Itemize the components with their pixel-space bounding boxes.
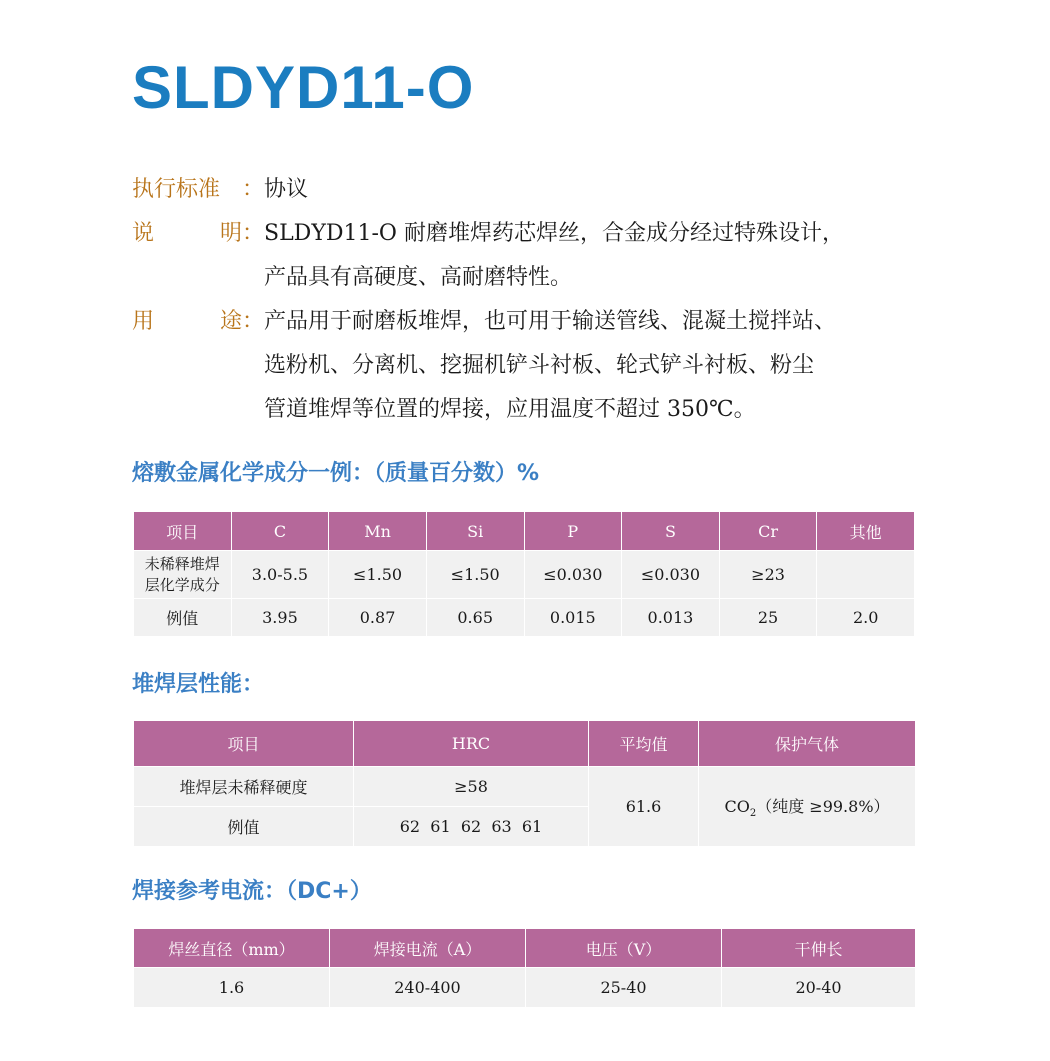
table-cell: 0.65 bbox=[426, 599, 524, 637]
desc-label-b: 明 bbox=[219, 221, 242, 246]
composition-table bbox=[133, 511, 915, 637]
col-header: P bbox=[524, 512, 622, 551]
colon: ： bbox=[241, 177, 264, 202]
table-cell: ≤1.50 bbox=[426, 551, 524, 599]
product-info bbox=[132, 168, 932, 432]
desc-label-a: 说 bbox=[132, 221, 155, 246]
col-header: 焊接电流（A） bbox=[330, 929, 526, 968]
row-label: 未稀释堆焊 层化学成分 bbox=[134, 551, 232, 599]
row-label: 例值 bbox=[134, 807, 354, 847]
table-cell: 20-40 bbox=[722, 968, 916, 1008]
standard-value: 协议 bbox=[264, 177, 309, 202]
use-line-1: 产品用于耐磨板堆焊，也可用于输送管线、混凝土搅拌站、 bbox=[264, 309, 837, 334]
col-header: 电压（V） bbox=[526, 929, 722, 968]
table-cell: 3.95 bbox=[231, 599, 329, 637]
col-header: 干伸长 bbox=[722, 929, 916, 968]
performance-table bbox=[133, 720, 916, 847]
desc-line-2: 产品具有高硬度、高耐磨特性。 bbox=[264, 265, 573, 290]
col-header: 平均值 bbox=[589, 721, 699, 767]
table-cell: 25 bbox=[719, 599, 817, 637]
info-standard bbox=[132, 168, 932, 212]
table-cell: 3.0-5.5 bbox=[231, 551, 329, 599]
table-cell: 0.015 bbox=[524, 599, 622, 637]
row-label: 堆焊层未稀释硬度 bbox=[134, 767, 354, 807]
table-row bbox=[134, 767, 916, 807]
table-cell: 0.87 bbox=[329, 599, 427, 637]
composition-heading: 熔敷金属化学成分一例：（质量百分数）% bbox=[132, 461, 540, 486]
use-label-b: 途 bbox=[219, 309, 242, 334]
standard-label: 执行标准 bbox=[132, 177, 221, 202]
hrc-cell: ≥58 bbox=[354, 767, 589, 807]
info-description bbox=[132, 212, 932, 300]
desc-line-1: SLDYD11-O 耐磨堆焊药芯焊丝，合金成分经过特殊设计， bbox=[264, 221, 844, 246]
gas-cell: $CO_2$（纯度 ≥99.8%） bbox=[699, 767, 916, 847]
table-cell: ≥23 bbox=[719, 551, 817, 599]
colon: ： bbox=[241, 221, 264, 246]
table-cell: ≤0.030 bbox=[622, 551, 720, 599]
col-header: C bbox=[231, 512, 329, 551]
col-header: 保护气体 bbox=[699, 721, 916, 767]
col-header: Mn bbox=[329, 512, 427, 551]
table-header-row bbox=[134, 929, 916, 968]
col-header: Cr bbox=[719, 512, 817, 551]
table-cell: ≤1.50 bbox=[329, 551, 427, 599]
table-row bbox=[134, 551, 915, 599]
use-line-3: 管道堆焊等位置的焊接，应用温度不超过 350℃。 bbox=[264, 397, 756, 422]
row-label: 例值 bbox=[134, 599, 232, 637]
col-header: S bbox=[622, 512, 720, 551]
use-line-2: 选粉机、分离机、挖掘机铲斗衬板、轮式铲斗衬板、粉尘 bbox=[264, 353, 815, 378]
colon: ： bbox=[241, 309, 264, 334]
product-title: SLDYD11-O bbox=[132, 54, 475, 121]
table-header-row bbox=[134, 721, 916, 767]
table-cell: 1.6 bbox=[134, 968, 330, 1008]
table-row bbox=[134, 599, 915, 637]
col-header: HRC bbox=[354, 721, 589, 767]
table-cell bbox=[817, 551, 915, 599]
col-header: 项目 bbox=[134, 721, 354, 767]
hrc-cell: 62 61 62 63 61 bbox=[354, 807, 589, 847]
table-header-row bbox=[134, 512, 915, 551]
col-header: 其他 bbox=[817, 512, 915, 551]
average-cell: 61.6 bbox=[589, 767, 699, 847]
table-cell: 2.0 bbox=[817, 599, 915, 637]
current-heading: 焊接参考电流：（DC+） bbox=[132, 879, 372, 904]
current-table bbox=[133, 928, 916, 1008]
col-header: 焊丝直径（mm） bbox=[134, 929, 330, 968]
table-cell: 25-40 bbox=[526, 968, 722, 1008]
table-cell: 240-400 bbox=[330, 968, 526, 1008]
col-header: Si bbox=[426, 512, 524, 551]
table-cell: ≤0.030 bbox=[524, 551, 622, 599]
table-cell: 0.013 bbox=[622, 599, 720, 637]
col-header: 项目 bbox=[134, 512, 232, 551]
performance-heading: 堆焊层性能： bbox=[132, 672, 265, 697]
info-usage bbox=[132, 300, 932, 432]
table-row bbox=[134, 968, 916, 1008]
use-label-a: 用 bbox=[132, 309, 155, 334]
